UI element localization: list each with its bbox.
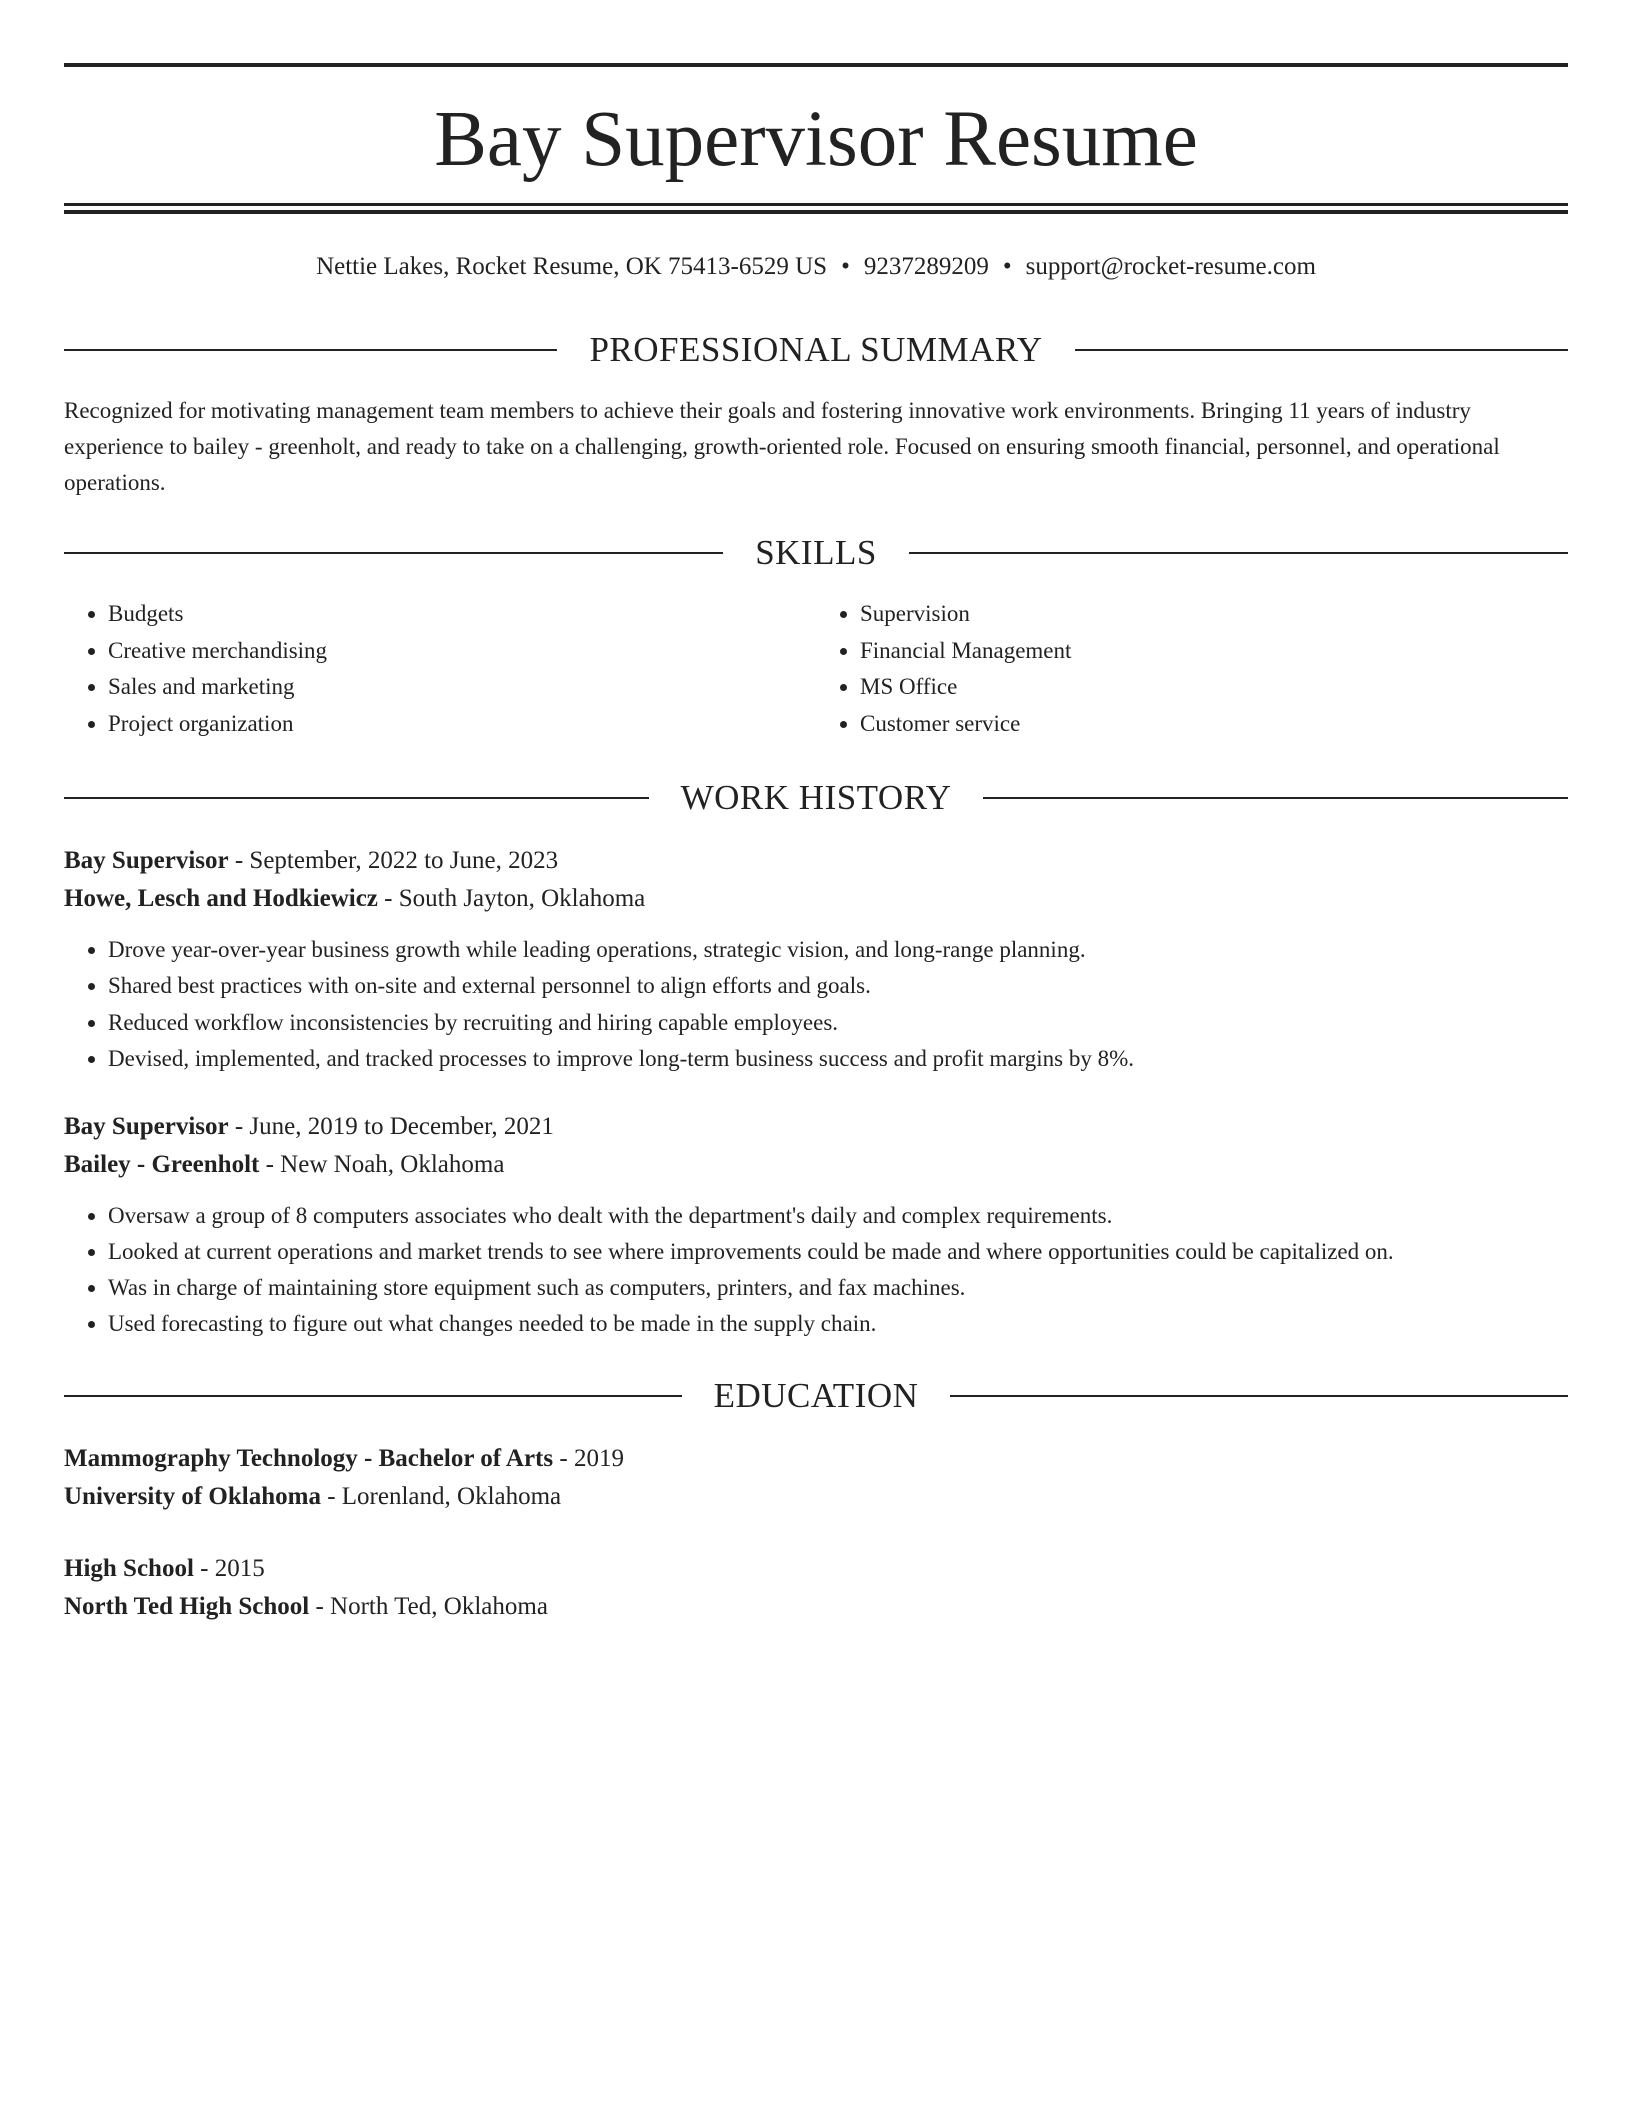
job-bullet: • Reduced workflow inconsistencies by recruiting and hiring capable employees. — [108, 1005, 1568, 1041]
contact-email: support@rocket-resume.com — [1025, 253, 1316, 280]
contact-line — [64, 252, 1568, 282]
skill-item: • Project organization — [108, 706, 816, 743]
skills-list — [64, 596, 1568, 742]
skill-item: • Supervision — [860, 596, 1568, 633]
education-degree: High School — [64, 1555, 194, 1583]
education-entry — [64, 1550, 1568, 1626]
job-bullets — [64, 932, 1568, 1076]
education-location: - North Ted, Oklahoma — [309, 1593, 548, 1621]
skills-section-heading — [64, 535, 1568, 570]
skill-item: • Creative merchandising — [108, 633, 816, 670]
job-bullet: • Devised, implemented, and tracked processes to improve long-term business success and profit margins by 8%. — [108, 1041, 1568, 1077]
skills-heading-label: SKILLS — [755, 533, 877, 572]
work-section-heading — [64, 778, 1568, 818]
education-school: University of Oklahoma — [64, 1483, 321, 1511]
skills-column-left — [64, 596, 816, 742]
job-bullet: • Was in charge of maintaining store equipment such as computers, printers, and fax machines. — [108, 1270, 1568, 1306]
job-bullet: • Looked at current operations and market trends to see where improvements could be made and where opportunities could be capitalized on. — [108, 1234, 1568, 1270]
education-location: - Lorenland, Oklahoma — [320, 1483, 562, 1511]
job-company-line — [64, 880, 1568, 918]
job-dates: - June, 2019 to December, 2021 — [228, 1112, 554, 1140]
education-degree: Mammography Technology - Bachelor of Arts — [64, 1445, 554, 1473]
heading-rule — [64, 797, 649, 799]
contact-separator: • — [841, 253, 850, 280]
job-location: - New Noah, Oklahoma — [259, 1150, 505, 1178]
heading-rule — [1075, 349, 1568, 351]
job-dates: - September, 2022 to June, 2023 — [228, 847, 559, 875]
education-degree-line — [64, 1550, 1568, 1588]
heading-rule — [64, 1395, 682, 1397]
heading-rule — [64, 552, 723, 554]
job-title: Bay Supervisor — [64, 1112, 229, 1140]
education-school-line — [64, 1588, 1568, 1626]
job-company: Howe, Lesch and Hodkiewicz — [64, 885, 378, 913]
contact-address: Nettie Lakes, Rocket Resume, OK 75413-6529 US — [316, 253, 828, 280]
skill-item: • Sales and marketing — [108, 669, 816, 706]
heading-rule — [909, 552, 1568, 554]
education-year: - 2015 — [193, 1555, 265, 1583]
education-section-heading — [64, 1376, 1568, 1416]
job-location: - South Jayton, Oklahoma — [377, 885, 646, 913]
title-double-rule — [64, 203, 1568, 214]
skill-item: • MS Office — [860, 669, 1568, 706]
job-bullet: • Drove year-over-year business growth while leading operations, strategic vision, and long-range planning. — [108, 932, 1568, 968]
job-entry — [64, 842, 1568, 1076]
education-degree-line — [64, 1440, 1568, 1478]
education-entry — [64, 1440, 1568, 1516]
heading-rule — [950, 1395, 1568, 1397]
summary-heading-label: PROFESSIONAL SUMMARY — [589, 330, 1043, 369]
heading-rule — [64, 349, 557, 351]
summary-section-heading — [64, 332, 1568, 367]
job-title-line — [64, 842, 1568, 880]
education-school-line — [64, 1478, 1568, 1516]
education-year: - 2019 — [553, 1445, 624, 1473]
top-rule — [64, 63, 1568, 67]
skills-column-right — [816, 596, 1568, 742]
job-title: Bay Supervisor — [64, 847, 229, 875]
skill-item: • Customer service — [860, 706, 1568, 743]
job-bullet: • Oversaw a group of 8 computers associates who dealt with the department's daily and complex requirements. — [108, 1198, 1568, 1234]
job-bullets — [64, 1198, 1568, 1342]
contact-phone: 9237289209 — [863, 253, 989, 280]
resume-title: Bay Supervisor Resume — [434, 96, 1198, 183]
job-title-line — [64, 1108, 1568, 1146]
work-heading-label: WORK HISTORY — [680, 778, 952, 818]
resume-page — [64, 63, 1568, 1626]
job-entry — [64, 1108, 1568, 1342]
summary-text: Recognized for motivating management team members to achieve their goals and fostering innovative work environments. Bringing 11 years of industry experience to bailey - greenholt, and ready to take on a challenging, growth-oriented role. Focused on ensuring smooth financial, personnel, and operational operations. — [64, 398, 1500, 495]
contact-separator: • — [1002, 253, 1012, 280]
job-company-line — [64, 1146, 1568, 1184]
heading-rule — [983, 797, 1568, 799]
skill-item: • Financial Management — [860, 633, 1568, 670]
job-company: Bailey - Greenholt — [64, 1150, 260, 1178]
job-bullet: • Used forecasting to figure out what changes needed to be made in the supply chain. — [108, 1306, 1568, 1342]
job-bullet: • Shared best practices with on-site and external personnel to align efforts and goals. — [108, 968, 1568, 1004]
education-heading-label: EDUCATION — [713, 1376, 919, 1416]
skill-item: • Budgets — [108, 596, 816, 633]
education-school: North Ted High School — [64, 1593, 310, 1621]
